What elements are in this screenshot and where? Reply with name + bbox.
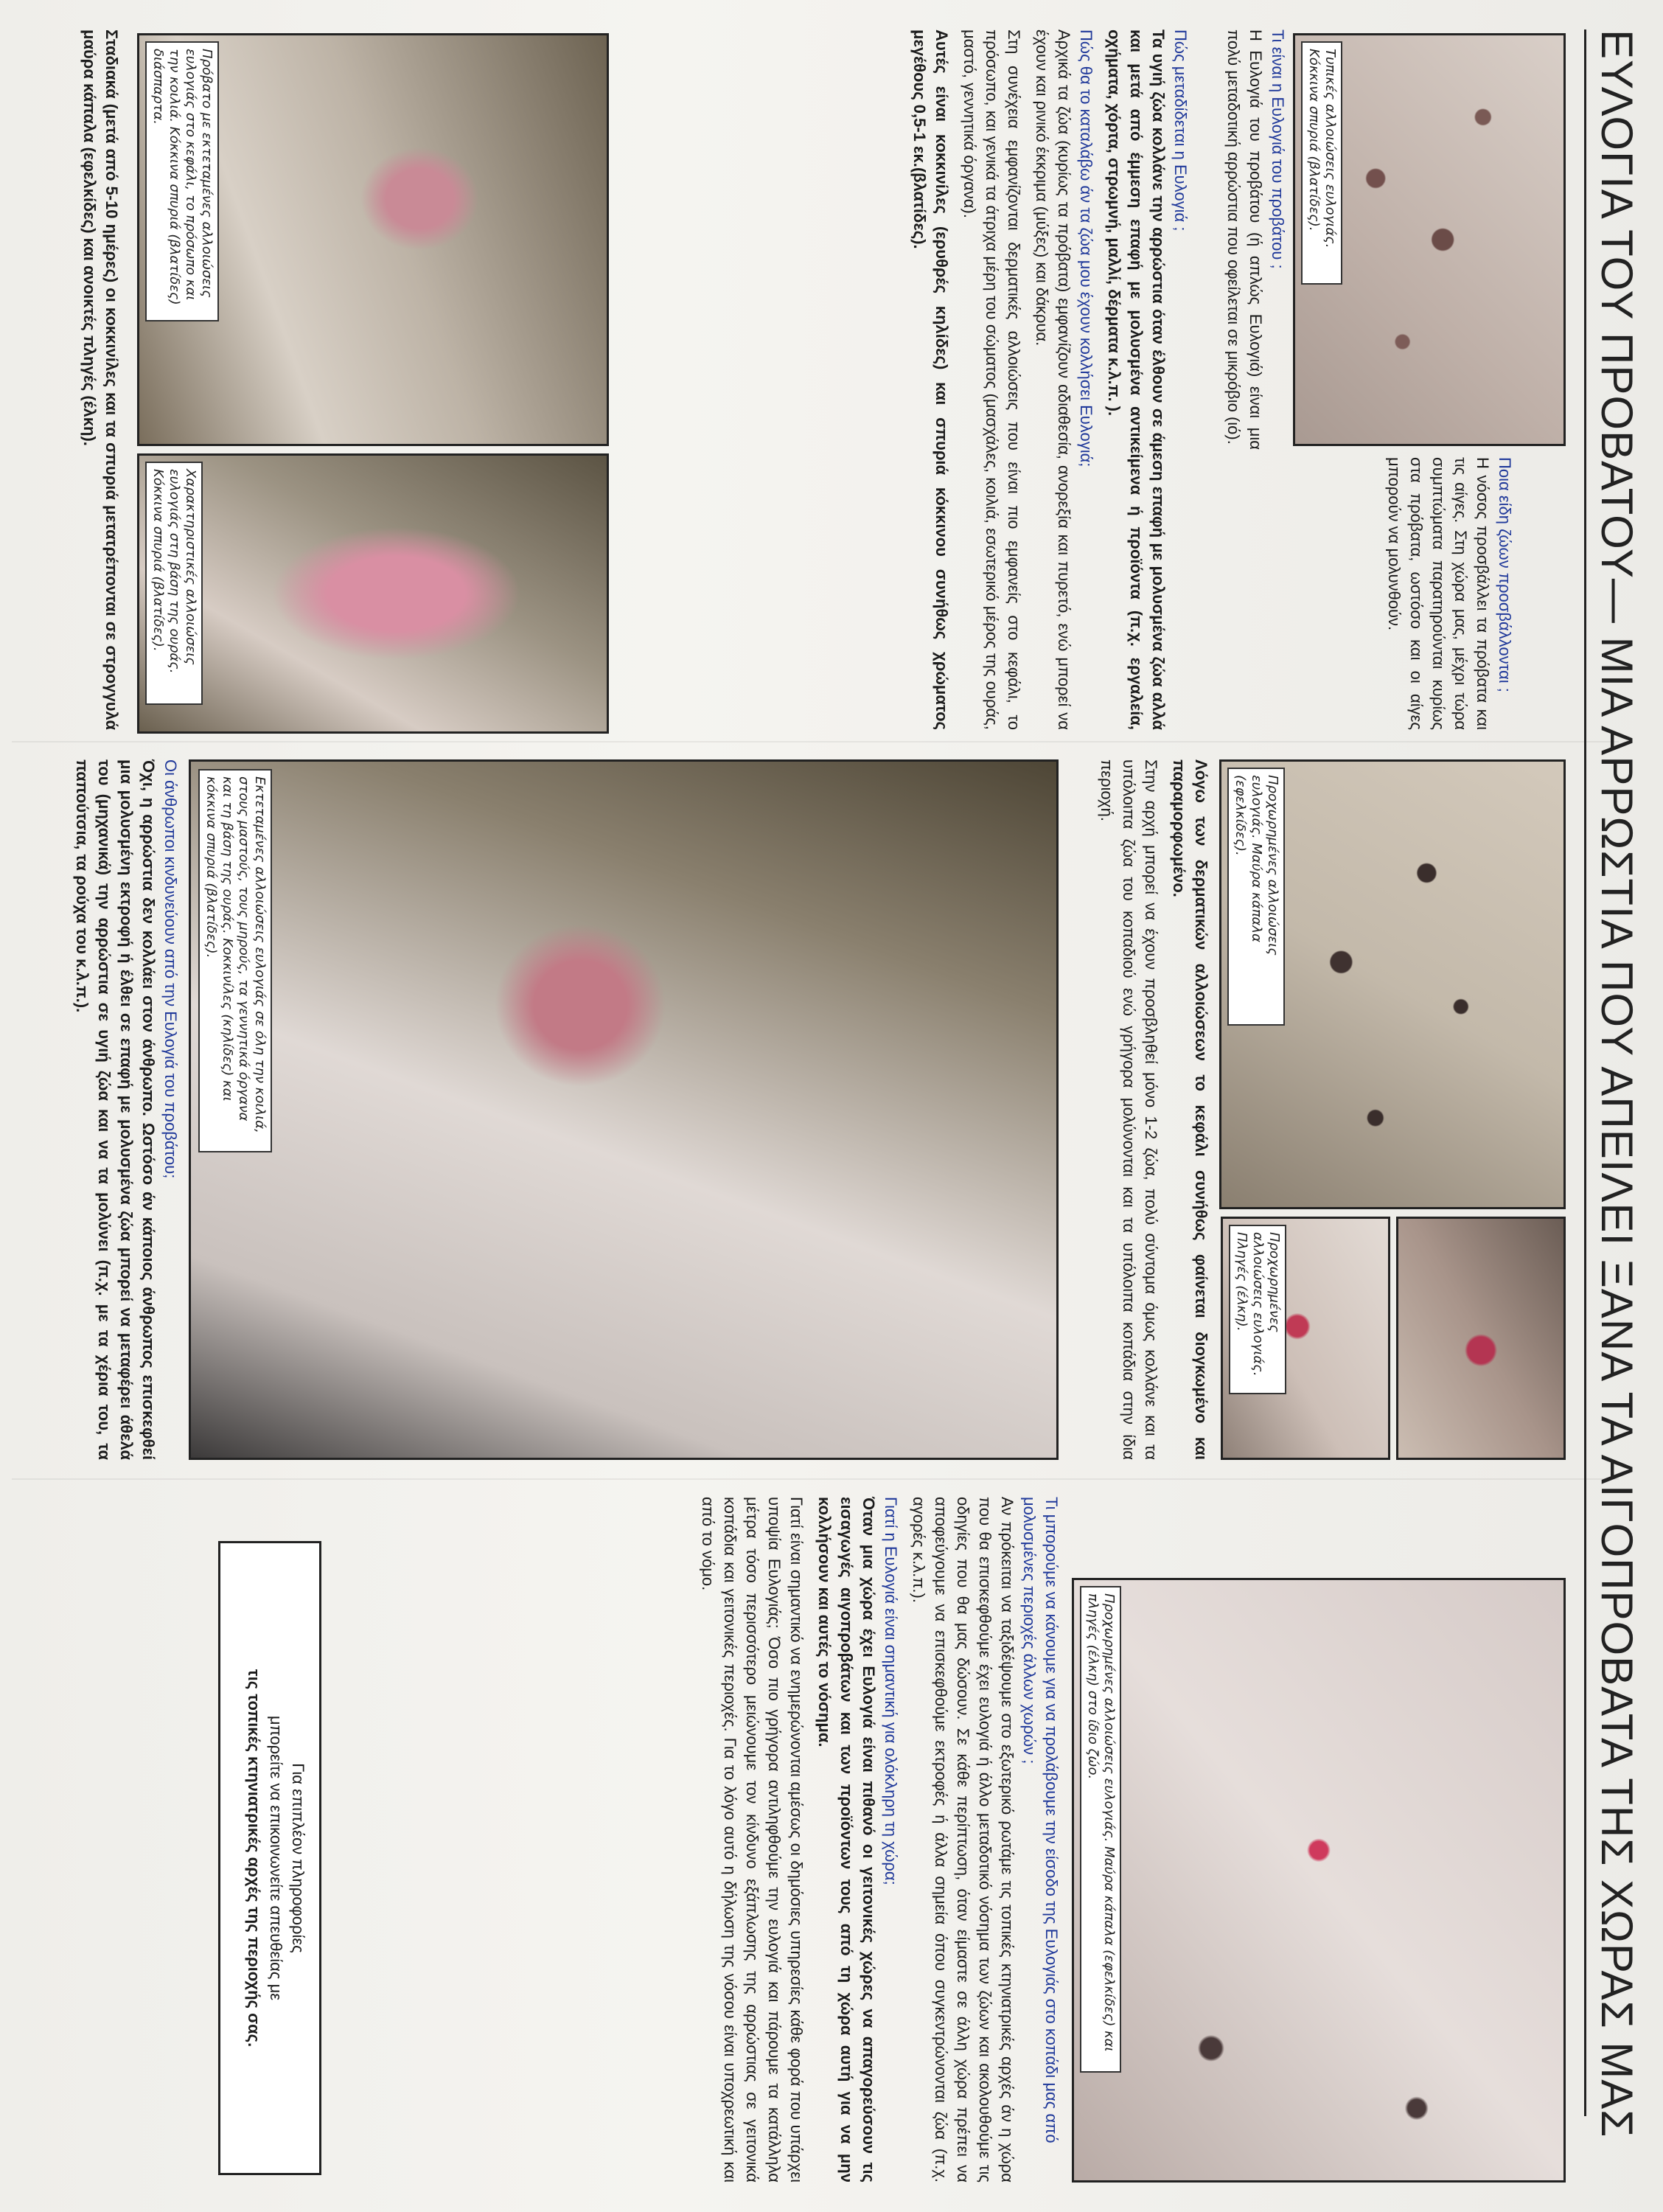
question-humans: Οι άνθρωποι κινδυνεύουν από την Ευλογιά του προβάτου; [161,759,180,1179]
photo-wounds-2 [1221,1217,1390,1460]
title-underline [1584,29,1586,2116]
humans-block [65,759,181,1460]
question-recognize: Πώς θα το καταλάβω άν τα ζώα μου έχουν κολλήσει Ευλογιά; [1077,29,1095,467]
question-what-is: Τι είναι η Ευλογιά του προβάτου ; [1269,29,1287,269]
intro-block [1216,29,1289,450]
photo-tail-lesions [137,453,609,734]
answer-humans: Όχι, η αρρώστια δεν κολλάει στον άνθρωπο. Ωστόσο άν κάποιος άνθρωπος επισκεφθεί μια μολυσμένη εκτροφή ή έλθει σε επαφή με μολυσμένα ζώα μπορεί να μεταφέρει άθελά του (μηχανικά) την αρρώστια σε υγιή ζώα και να τα μολύνει (π.χ. με τα χέρια του, τα παπούτσια, τα ρούχα του κ.λ.π.). [73,759,158,1460]
answer-early-signs: Αρχικά τα ζώα (κυρίως τα πρόβατα) εμφανίζουν αδιαθεσία, ανορεξία και πυρετό, ενώ μπορεί να έχουν και ρινικό έκκριμα (μύξες) και δάκρυα. [1033,29,1073,730]
contact-line-1: Για επιπλέον πληροφορίες [289,1763,307,1953]
answer-skin-lesions: Στη συνέχεια εμφανίζονται δερματικές αλλοιώσεις που είναι πιο εμφανείς στο κεφάλι, το πρόσωπο, και γενικά τα άτριχα μέρη του σώματος (μασχάλες, κοιλιά, εσωτερικό μέρος της ουράς, μαστό, γεννητικά όργανα). [961,29,1023,730]
contact-box [218,1541,321,2175]
species-block [1377,457,1516,730]
stage-block [72,29,122,730]
photo-typical-lesions [1293,33,1566,446]
question-why-important: Γιατί η Ευλογιά είναι σημαντική για ολόκληρη τη χώρα; [882,1497,900,1885]
question-transmission: Πώς μεταδίδεται η Ευλογιά ; [1171,29,1190,232]
caption-black-scabs: Προχωρημένες αλλοιώσεις ευλογιάς. Μαύρα κάπαλα (εφελκίδες). [1227,768,1285,1026]
answer-head-swelling: Λόγω των δερματικών αλλοιώσεων το κεφάλι συνήθως φαίνεται διογκωμένο και παραμορφωμένο. [1170,759,1210,1460]
caption-wounds: Προχωρημένες αλλοιώσεις ευλογιάς. Πληγές (έλκη). [1229,1225,1286,1394]
photo-udder-lesions [189,759,1059,1460]
answer-why-important: Όταν μια χώρα έχει Ευλογιά είναι πιθανό οι γειτονικές χώρες να απαγορεύσουν τις εισαγωγές αιγοπροβάτων και των προϊόντων τους από τη χώρα αυτή για να μην κολλήσουν και αυτές το νόσημα. [815,1497,878,2183]
answer-species: Η νόσος προσβάλλει τα πρόβατα και τις αίγες. Στη χώρα μας, μέχρι τώρα συμπτώματα παρατηρούνται κυρίως στα πρόβατα, ωστόσο και οι αίγες μπορούν να μολυνθούν. [1385,457,1492,730]
answer-notification: Γιατί είναι σημαντικό να ενημερώνονται αμέσως οι δημόσιες υπηρεσίες κάθε φορά που υπάρχει υποψία Ευλογιάς; Όσο πιο γρήγορα αντιληφθούμε την ευλογιά και πάρουμε τα κατάλληλα μέτρα τόσο περισσότερο μειώνουμε τον κίνδυνο εξάπλωσης της αρρώστιας σε γειτονικά κοπάδια και γειτονικές περιοχές. Για το λόγο αυτό η δήλωση της νόσου είναι υποχρεωτική και από το νόμο. [699,1497,806,2183]
transmission-block [902,29,1191,730]
photo-black-scabs [1219,759,1566,1209]
caption-udder-lesions: Εκτεταμένες αλλοιώσεις ευλογιάς σε όλη την κοιλιά, στους μαστούς, τους μηρούς, τα γεννητικά όργανα και τη βάση της ουράς. Κοκκινίλες (κηλίδες) και κόκκινα σπυριά (βλατίδες). [198,769,272,1152]
question-species: Ποια είδη ζώων προσβάλλονται ; [1496,457,1514,692]
contact-line-3: τις τοπικές κτηνιατρικές αρχές της περιοχής σας. [245,1669,263,2048]
answer-progression: Σταδιακά (μετά από 5-10 ημέρες) οι κοκκινίλες και τα σπυριά μετατρέπονται σε στρογγυλά μαύρα κάπαλα (εφελκίδες) και ανοικτές πληγές (έλκη). [80,29,121,730]
answer-herd-spread: Στην αρχή μπορεί να έχουν προσβληθεί μόνο 1-2 ζώα, πολύ σύντομα όμως κολλάνε και τα υπόλοιπα ζώα του κοπαδιού ενώ γρήγορα μολύνονται και τα υπόλοιπα κοπάδια στην ίδια περιοχή. [1098,759,1160,1460]
photo-wounds-1 [1396,1217,1566,1460]
caption-scabs-and-wounds: Προχωρημένες αλλοιώσεις ευλογιάς. Μαύρα κάπαλα (εφελκίδες) και πληγές (έλκη) στο ίδιο ζώο. [1080,1586,1121,2073]
caption-head-lesions: Πρόβατο με εκτεταμένες αλλοιώσεις ευλογιάς στο κεφάλι, το πρόσωπο και την κοιλιά. Κόκκινα σπυριά (βλατίδες) διάσπαρτα. [145,41,219,321]
question-prevention: Τι μπορούμε να κάνουμε για να προλάβουμε την είσοδο της Ευλογιάς στο κοπάδι μας από μολυσμένες περιοχές άλλων χωρών ; [1020,1497,1061,2143]
caption-tail-lesions: Χαρακτηριστικές αλλοιώσεις ευλογιάς στη βάση της ουράς. Κόκκινα σπυριά (βλατίδες). [145,462,203,705]
photo-scabs-and-wounds [1072,1578,1566,2183]
prevention-block [691,1497,1062,2183]
answer-transmission: Τα υγιή ζώα κολλάνε την αρρώστια όταν έλθουν σε άμεση επαφή με μολυσμένα ζώα αλλά και μετά από έμμεση επαφή με μολυσμένα αντικείμενα ή προϊόντα (π.χ. εργαλεία, οχήματα, χόρτα, στρωμνή, μαλλί, δέρματα κ.λ.π. ). [1105,29,1168,730]
leaflet-title: ΕΥΛΟΓΙΑ ΤΟΥ ΠΡΟΒΑΤΟΥ— ΜΙΑ ΑΡΡΩΣΤΙΑ ΠΟΥ ΑΠΕΙΛΕΙ ΞΑΝΑ ΤΑ ΑΙΓΟΠΡΟΒΑΤΑ ΤΗΣ ΧΩΡΑΣ ΜΑΣ [1592,29,1642,2138]
caption-typical-lesions: Τυπικές αλλοιώσεις ευλογιάς. Κόκκινα σπυριά (βλατίδες). [1301,41,1342,285]
contact-line-2: μπορείτε να επικοινωνείτε απευθείας με [267,1715,285,2001]
fold-line-1 [12,741,1619,742]
head-swelling-block [1090,759,1212,1460]
answer-red-spots: Αυτές είναι κοκκινίλες (ερυθρές κηλίδες) και σπυριά κόκκινου συνήθως χρώματος μεγέθους 0,5-1 εκ.(βλατίδες). [910,29,951,730]
answer-prevention: Αν πρόκειται να ταξιδέψουμε στο εξωτερικό ρωτάμε τις τοπικές κτηνιατρικές αρχές άν η χώρα που θα επισκεφθούμε έχει ευλογιά ή άλλο μεταδοτικό νόσημα των ζώων και ακολουθούμε τις οδηγίες που θα μας δώσουν. Σε κάθε περίπτωση, όταν είμαστε σε άλλη χώρα πρέπει να αποφεύγουμε να επισκεφθούμε εκτροφές ή άλλα σημεία όπου συγκεντρώνονται ζώα (π.χ. αγορές κ.λ.π.). [910,1497,1017,2183]
answer-what-is: Η Ευλογιά του προβάτου (ή απλώς Ευλογιά) είναι μια πολύ μεταδοτική αρρώστια που οφείλεται σε μικρόβιο (ιό). [1224,29,1265,450]
fold-line-2 [12,1478,1619,1480]
photo-head-lesions [137,33,609,446]
